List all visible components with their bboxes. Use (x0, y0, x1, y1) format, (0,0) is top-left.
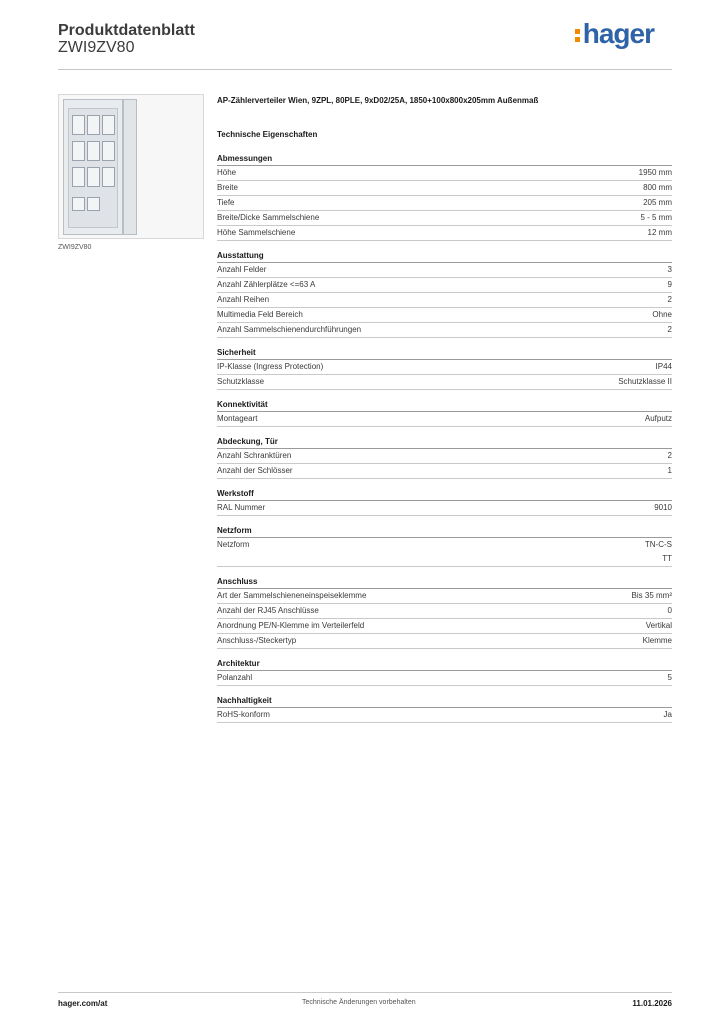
spec-label: Multimedia Feld Bereich (217, 310, 303, 319)
spec-row (217, 181, 672, 196)
spec-row (217, 293, 672, 308)
spec-row (217, 604, 672, 619)
spec-value: Klemme (642, 636, 672, 645)
spec-row (217, 308, 672, 323)
spec-value: 9010 (654, 503, 672, 512)
spec-label: Höhe Sammelschiene (217, 228, 296, 237)
spec-row (217, 375, 672, 390)
spec-label: Schutzklasse (217, 377, 265, 386)
spec-row (217, 263, 672, 278)
spec-row (217, 226, 672, 241)
section-title: Abdeckung, Tür (217, 437, 672, 449)
spec-section (217, 489, 672, 516)
spec-label: Anzahl Felder (217, 265, 267, 274)
spec-value: TN-C-S TT (644, 540, 672, 563)
tech-heading: Technische Eigenschaften (217, 130, 318, 139)
cabinet-door (123, 99, 137, 235)
spec-row (217, 166, 672, 181)
spec-row (217, 708, 672, 723)
spec-row (217, 211, 672, 226)
spec-value: Vertikal (645, 621, 672, 630)
section-title: Werkstoff (217, 489, 672, 501)
spec-row (217, 278, 672, 293)
spec-section (217, 437, 672, 479)
spec-section (217, 659, 672, 686)
spec-row (217, 619, 672, 634)
spec-row (217, 196, 672, 211)
spec-label: Anschluss-/Steckertyp (217, 636, 297, 645)
spec-row (217, 634, 672, 649)
spec-label: Anzahl der Schlösser (217, 466, 293, 475)
section-title: Ausstattung (217, 251, 672, 263)
document-title: Produktdatenblatt (58, 22, 195, 39)
product-description: AP-Zählerverteiler Wien, 9ZPL, 80PLE, 9xD02/25A, 1850+100x800x205mm Außenmaß (217, 96, 539, 105)
section-title: Konnektivität (217, 400, 672, 412)
spec-section (217, 154, 672, 241)
spec-row (217, 501, 672, 516)
spec-label: Anzahl Reihen (217, 295, 270, 304)
spec-value: Aufputz (644, 414, 672, 423)
spec-row (217, 449, 672, 464)
spec-value: 2 (667, 295, 672, 304)
spec-value: 12 mm (647, 228, 672, 237)
spec-section (217, 526, 672, 567)
spec-label: IP-Klasse (Ingress Protection) (217, 362, 324, 371)
spec-label: RAL Nummer (217, 503, 266, 512)
section-title: Netzform (217, 526, 672, 538)
spec-row (217, 671, 672, 686)
spec-label: Anordnung PE/N-Klemme im Verteilerfeld (217, 621, 365, 630)
spec-sections (217, 154, 672, 723)
spec-label: Breite/Dicke Sammelschiene (217, 213, 320, 222)
spec-value: Ohne (652, 310, 672, 319)
image-caption: ZWI9ZV80 (58, 244, 92, 251)
spec-value: 5 (667, 673, 672, 682)
spec-label: RoHS-konform (217, 710, 270, 719)
section-title: Abmessungen (217, 154, 672, 166)
spec-label: Polanzahl (217, 673, 253, 682)
spec-label: Anzahl Zählerplätze <=63 A (217, 280, 316, 289)
footer-notice: Technische Änderungen vorbehalten (302, 999, 416, 1006)
hager-logo (575, 18, 654, 50)
spec-value: 3 (667, 265, 672, 274)
spec-value: 0 (667, 606, 672, 615)
spec-row (217, 464, 672, 479)
footer-website: hager.com/at (58, 999, 108, 1008)
spec-label: Tiefe (217, 198, 235, 207)
spec-row (217, 538, 672, 567)
spec-value: Schutzklasse II (618, 377, 672, 386)
cabinet-illustration (63, 99, 123, 235)
logo-dots-icon (575, 23, 581, 43)
spec-value: 9 (667, 280, 672, 289)
page-header (58, 18, 672, 70)
spec-row (217, 323, 672, 338)
spec-value: 1950 mm (638, 168, 672, 177)
spec-value: 1 (667, 466, 672, 475)
footer-date: 11.01.2026 (632, 999, 672, 1008)
spec-section (217, 348, 672, 390)
spec-label: Art der Sammelschieneneinspeiseklemme (217, 591, 367, 600)
spec-value: 5 - 5 mm (640, 213, 672, 222)
spec-label: Netzform (217, 540, 250, 549)
spec-value: 2 (667, 451, 672, 460)
page-footer (58, 992, 672, 1016)
spec-label: Anzahl Sammelschienendurchführungen (217, 325, 362, 334)
article-number: ZWI9ZV80 (58, 39, 135, 56)
spec-section (217, 400, 672, 427)
spec-section (217, 696, 672, 723)
spec-content (217, 96, 672, 723)
spec-section (217, 577, 672, 649)
section-title: Anschluss (217, 577, 672, 589)
spec-label: Anzahl der RJ45 Anschlüsse (217, 606, 319, 615)
spec-value: Ja (663, 710, 672, 719)
spec-label: Breite (217, 183, 238, 192)
product-image (58, 94, 204, 239)
logo-text: hager (582, 18, 654, 49)
spec-value: 800 mm (643, 183, 672, 192)
spec-value: Bis 35 mm² (631, 591, 672, 600)
spec-row (217, 589, 672, 604)
section-title: Nachhaltigkeit (217, 696, 672, 708)
spec-label: Anzahl Schranktüren (217, 451, 292, 460)
section-title: Architektur (217, 659, 672, 671)
spec-label: Montageart (217, 414, 258, 423)
spec-row (217, 360, 672, 375)
spec-section (217, 251, 672, 338)
spec-value: IP44 (655, 362, 672, 371)
spec-value: 205 mm (643, 198, 672, 207)
section-title: Sicherheit (217, 348, 672, 360)
spec-label: Höhe (217, 168, 237, 177)
spec-value: 2 (667, 325, 672, 334)
spec-row (217, 412, 672, 427)
